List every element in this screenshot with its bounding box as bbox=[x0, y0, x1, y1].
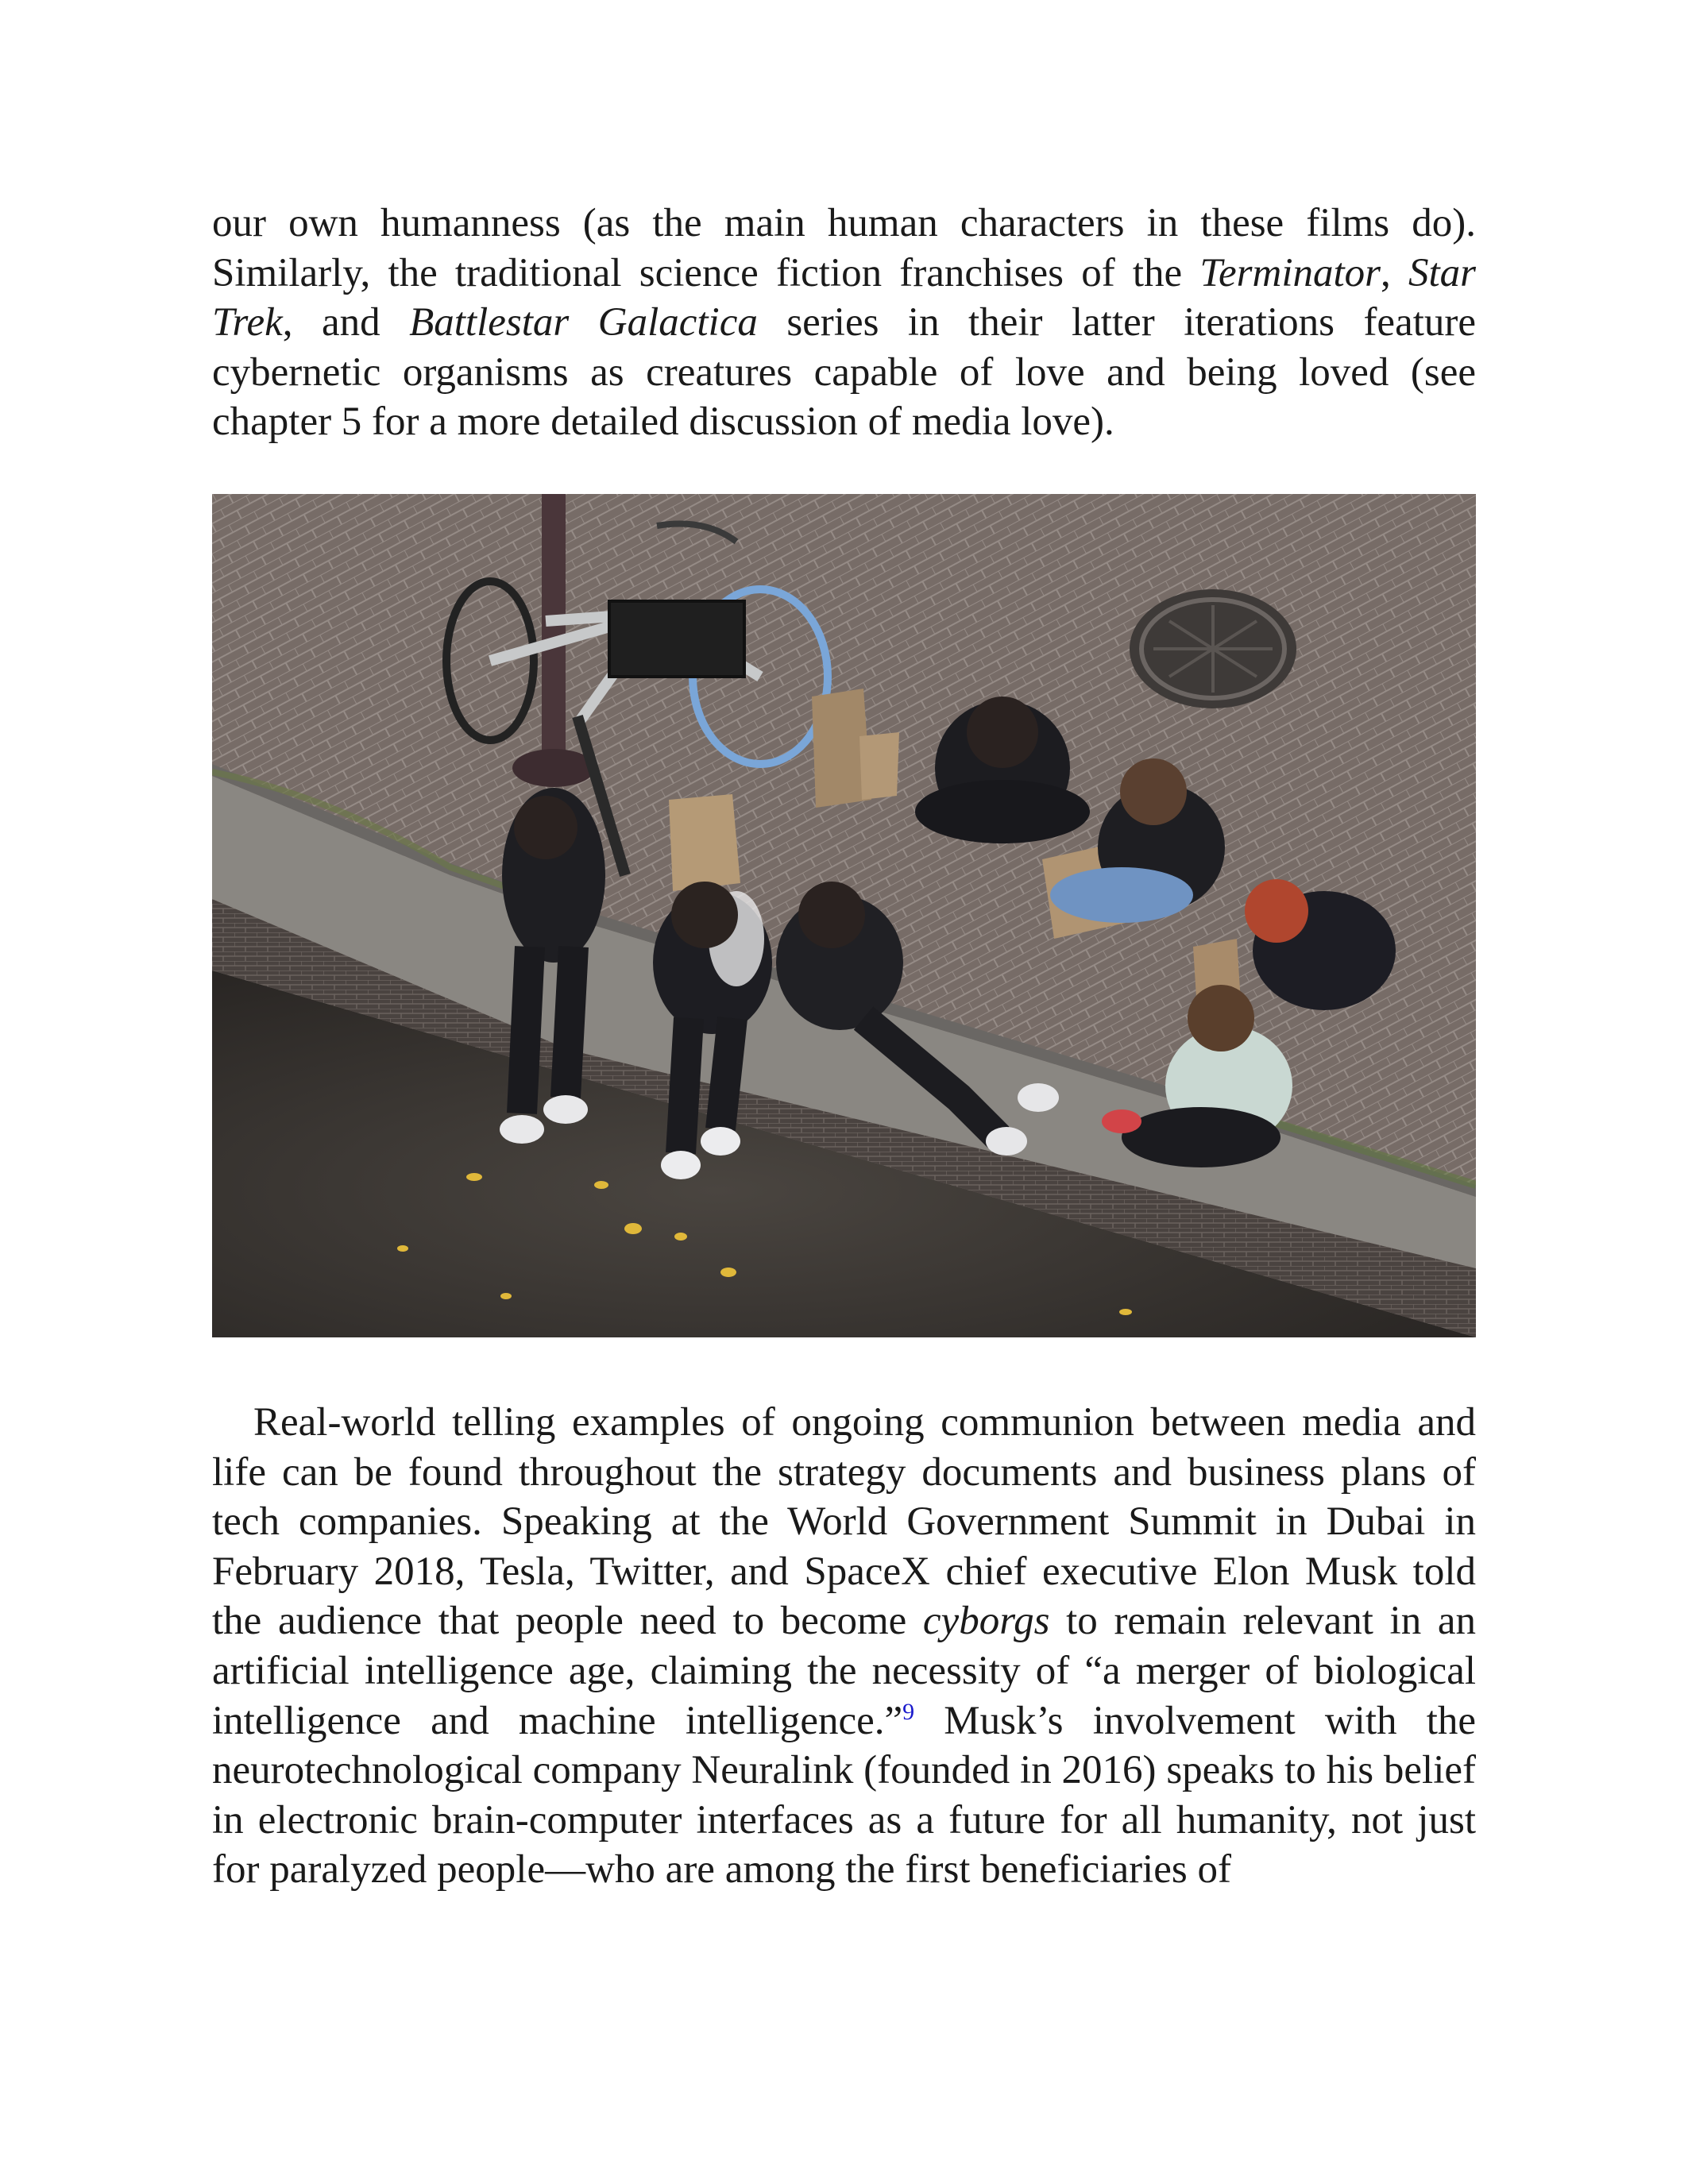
photo-teens-on-phones-by-canal bbox=[212, 494, 1476, 1337]
title-terminator: Terminator bbox=[1199, 250, 1381, 295]
paragraph-1 bbox=[212, 199, 1476, 447]
separator-1: , bbox=[1381, 250, 1408, 295]
paragraph-2-text-a: Real-world telling examples of ongoing communion between media and life can be found throughout the strategy documents and business plans of tech companies. Speaking at the World Government Summit in Dubai in February 2018, Tesla, Twitter, and SpaceX chief executive Elon Musk told the audience that people need to become bbox=[212, 1400, 1476, 1644]
paragraph-2-text-c: Musk’s involvement with the neurotechnological company Neuralink (founded in 2016) speaks to his belief in electronic brain-computer interfaces as a future for all humanity, not just for paralyzed people—who are among the first beneficiaries of bbox=[212, 1698, 1477, 1893]
footnote-reference-link[interactable]: 9 bbox=[902, 1698, 915, 1725]
emphasis-cyborgs: cyborgs bbox=[922, 1599, 1050, 1644]
title-battlestar-galactica: Battlestar Galactica bbox=[409, 300, 758, 345]
separator-2: , and bbox=[282, 300, 410, 345]
paragraph-2 bbox=[212, 1398, 1476, 1895]
photo-illustration bbox=[212, 494, 1476, 1337]
manhole-cover bbox=[1130, 589, 1296, 708]
paragraph-1-text-a: our own humanness (as the main human characters in these films do). Similarly, the traditional science fiction franchises of the bbox=[212, 201, 1476, 295]
paragraph-2-text-b: to remain relevant in an artificial intelligence age, claiming the necessity of “a merger of biological intelligence and machine intelligence.” bbox=[212, 1599, 1476, 1743]
title-star-trek: Star Trek bbox=[212, 250, 1476, 345]
paragraph-1-text-b: series in their latter iterations feature cybernetic organisms as creatures capable of love and being loved (see chapter 5 for a more detailed discussion of media love). bbox=[212, 300, 1476, 445]
